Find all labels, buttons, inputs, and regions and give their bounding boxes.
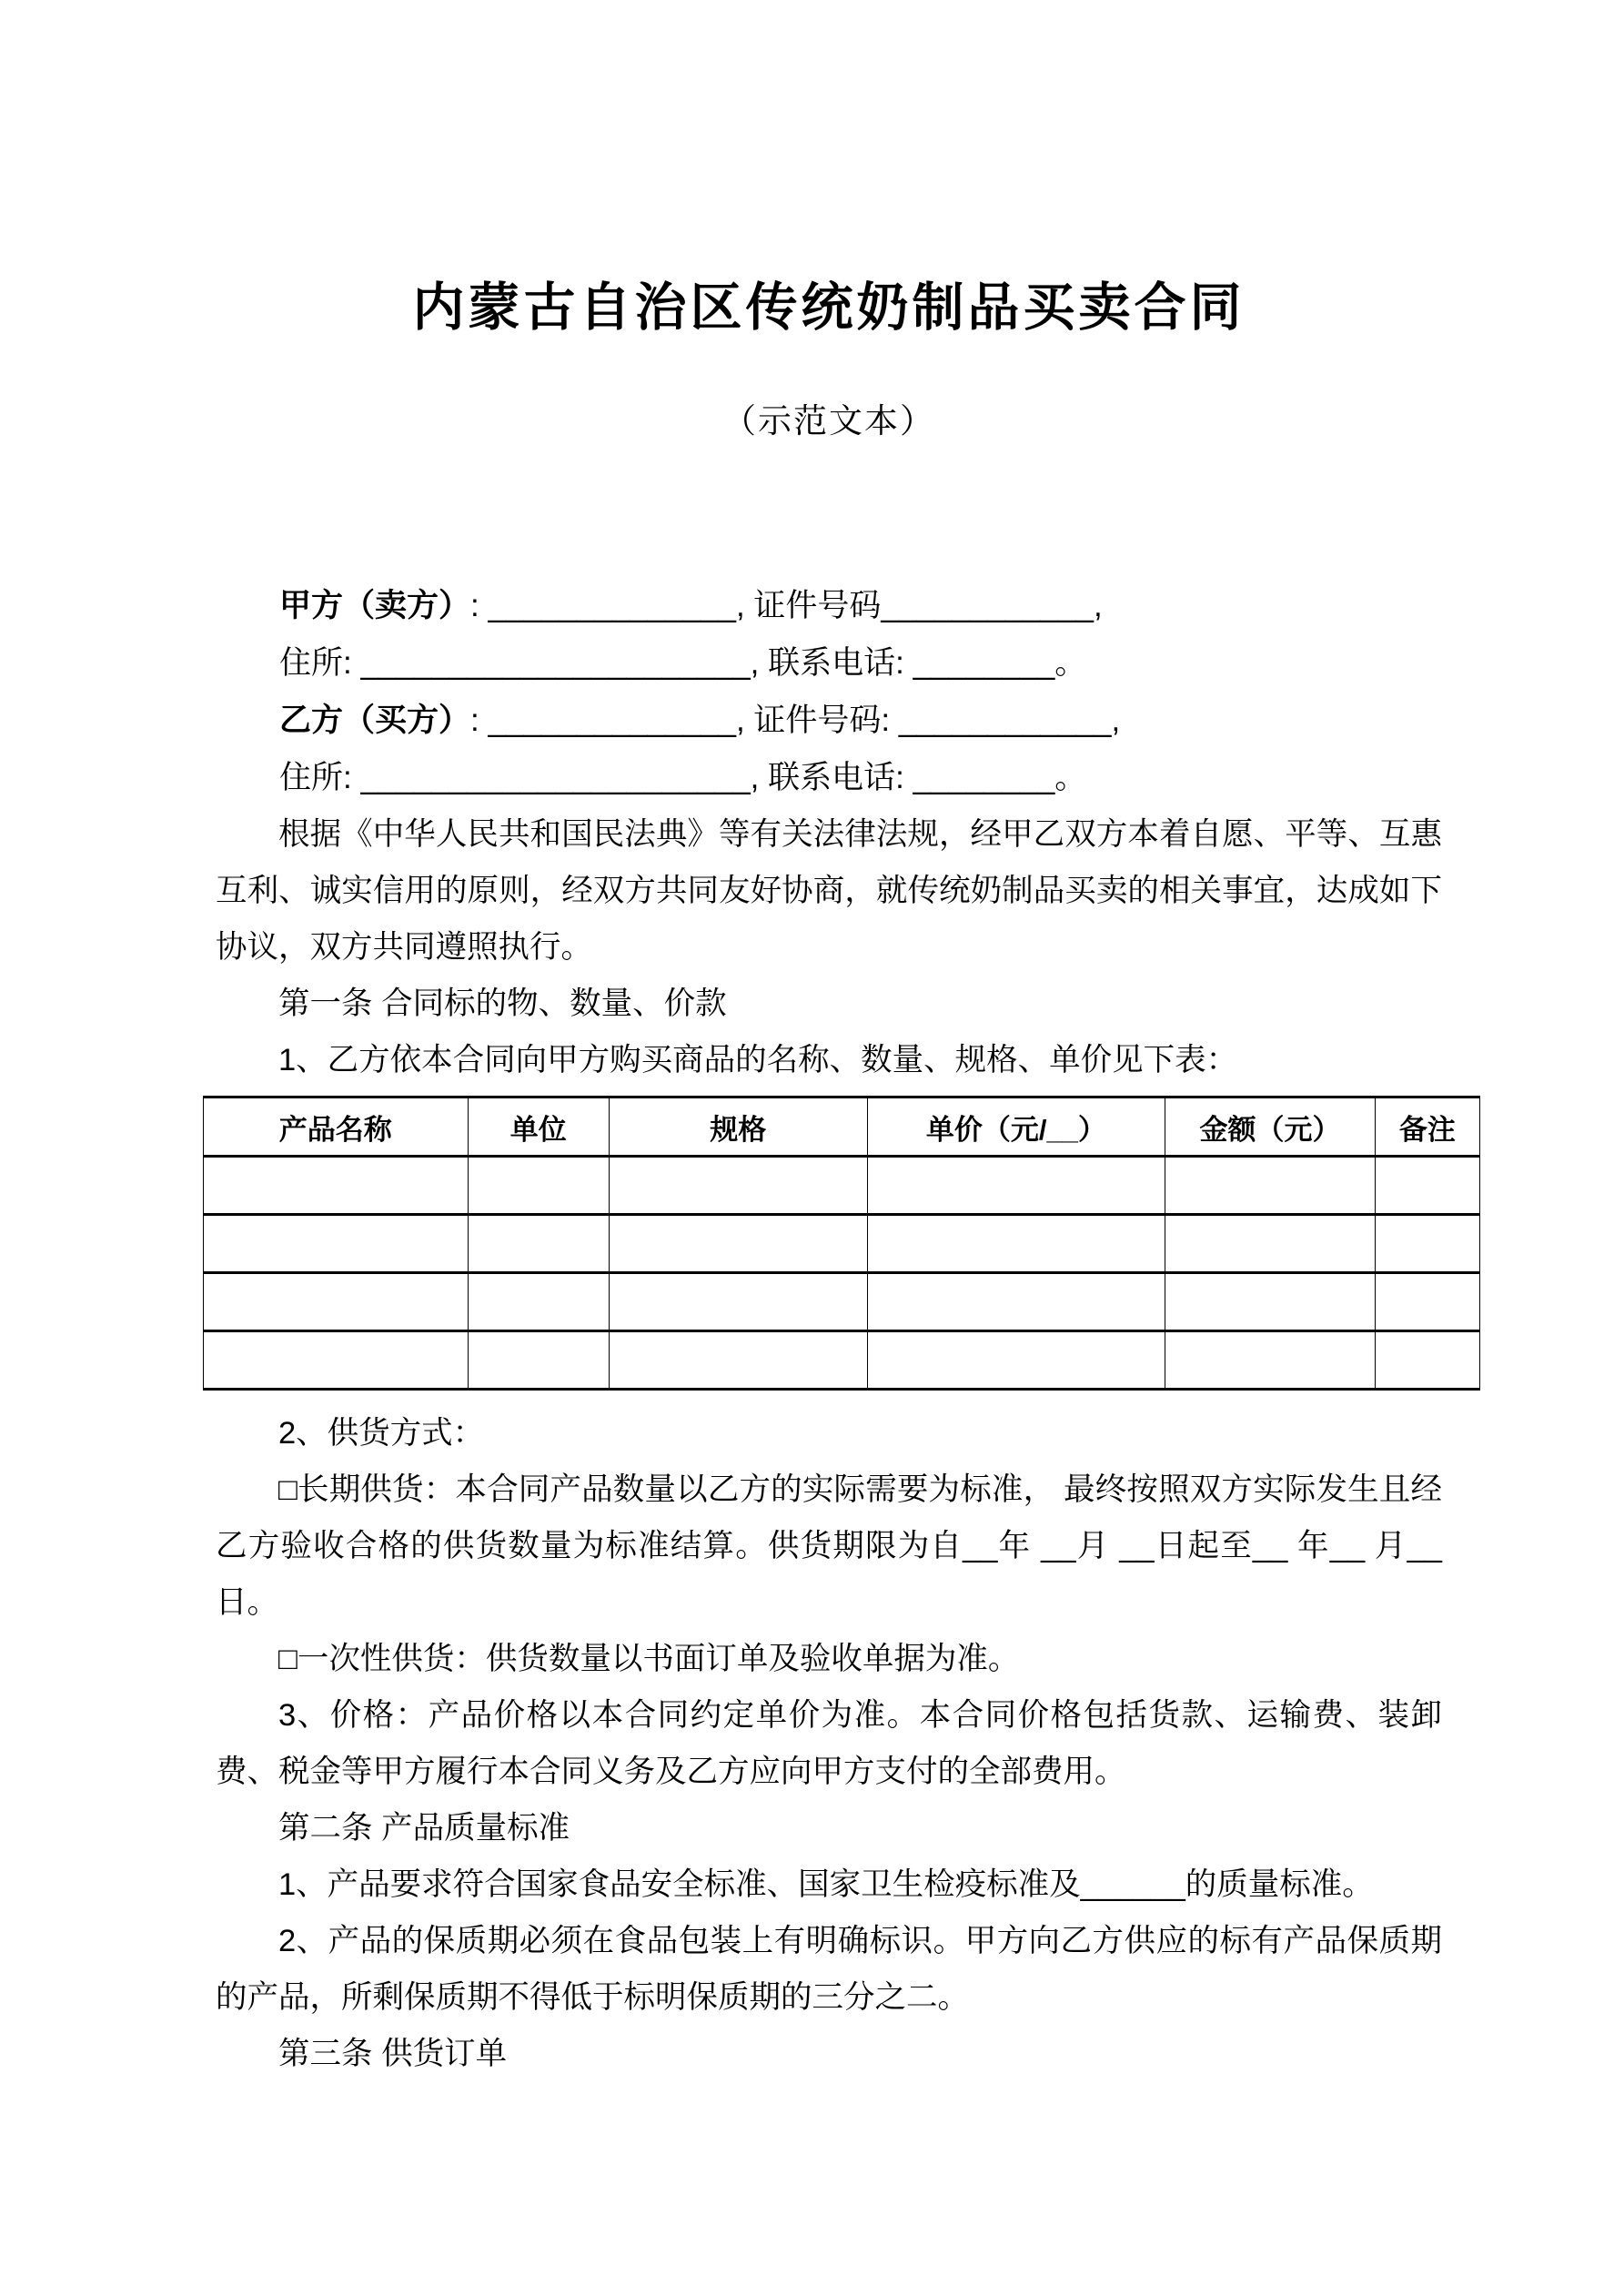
- clause-1-1-intro: 1、乙方依本合同向甲方购买商品的名称、数量、规格、单价见下表：: [278, 1043, 1238, 1077]
- products-table: [203, 1096, 1480, 1391]
- checkbox-empty-icon: □: [278, 1642, 298, 1676]
- long-term-supply-text: 长期供货：本合同产品数量以乙方的实际需要为标准， 最终按照双方实际发生且经乙方验收合格的供货数量为标准结算。供货期限为自__年 __月 __日起至__ 年__ 月__日。: [216, 1472, 1442, 1620]
- supply-mode-heading: 2、供货方式：: [278, 1416, 485, 1451]
- quality-clause-2: 2、产品的保质期必须在食品包装上有明确标识。甲方向乙方供应的标有产品保质期的产品，所剩保质期不得低于标明保质期的三分之二。: [216, 1924, 1442, 2015]
- table-cell-empty: [867, 1273, 1165, 1331]
- checkbox-empty-icon: □: [278, 1472, 298, 1507]
- table-cell-empty: [204, 1273, 469, 1331]
- table-empty-row: [204, 1157, 1480, 1215]
- table-cell-empty: [867, 1215, 1165, 1273]
- party-b-label: 乙方（买方）: [279, 703, 471, 738]
- table-cell-empty: [1375, 1331, 1479, 1390]
- contract-body: [216, 806, 1456, 2082]
- party-a-line: [216, 577, 1442, 634]
- table-cell-empty: [867, 1157, 1165, 1215]
- table-empty-row: [204, 1215, 1480, 1273]
- one-time-supply-option: [216, 1631, 1442, 1687]
- party-b-line: [216, 692, 1442, 749]
- one-time-supply-text: 一次性供货：供货数量以书面订单及验收单据为准。: [297, 1642, 1020, 1676]
- article-2-heading: 第二条 产品质量标准: [278, 1811, 570, 1846]
- table-header-spec: 规格: [609, 1097, 867, 1157]
- party-a-fill: : ______________, 证件号码____________,: [470, 588, 1103, 623]
- table-cell-empty: [609, 1273, 867, 1331]
- table-empty-row: [204, 1331, 1480, 1390]
- page-title: 内蒙古自治区传统奶制品买卖合同: [412, 278, 1246, 337]
- table-cell-empty: [609, 1331, 867, 1390]
- party-a-address-line: 住所: ______________________, 联系电话: ________。: [279, 645, 1087, 681]
- table-cell-empty: [1165, 1273, 1375, 1331]
- price-clause: 3、价格：产品价格以本合同约定单价为准。本合同价格包括货款、运输费、装卸费、税金等甲方履行本合同义务及乙方应向甲方支付的全部费用。: [216, 1698, 1442, 1789]
- party-b-address-line: 住所: ______________________, 联系电话: ________。: [279, 760, 1087, 795]
- long-term-supply-option: [216, 1462, 1442, 1631]
- table-cell-empty: [1375, 1215, 1479, 1273]
- party-a-label: 甲方（卖方）: [279, 588, 471, 623]
- page-subtitle: （示范文本）: [722, 402, 935, 440]
- quality-clause-1: 1、产品要求符合国家食品安全标准、国家卫生检疫标准及______的质量标准。: [278, 1867, 1374, 1902]
- table-cell-empty: [468, 1157, 609, 1215]
- article-3-heading: 第三条 供货订单: [278, 2037, 508, 2071]
- table-header-unit: 单位: [468, 1097, 609, 1157]
- party-b-fill: : ______________, 证件号码: ____________,: [470, 703, 1121, 738]
- table-cell-empty: [1375, 1157, 1479, 1215]
- table-cell-empty: [204, 1331, 469, 1390]
- table-header-amount: 金额（元）: [1165, 1097, 1375, 1157]
- table-empty-row: [204, 1273, 1480, 1331]
- table-header-product-name: 产品名称: [204, 1097, 469, 1157]
- table-cell-empty: [1165, 1215, 1375, 1273]
- table-cell-empty: [468, 1331, 609, 1390]
- table-cell-empty: [1165, 1157, 1375, 1215]
- table-cell-empty: [609, 1157, 867, 1215]
- table-cell-empty: [204, 1215, 469, 1273]
- article-1-heading: 第一条 合同标的物、数量、价款: [278, 986, 727, 1021]
- table-cell-empty: [1375, 1273, 1479, 1331]
- table-cell-empty: [468, 1215, 609, 1273]
- preamble-paragraph: 根据《中华人民共和国民法典》等有关法律法规，经甲乙双方本着自愿、平等、互惠互利、诚实信用的原则，经双方共同友好协商，就传统奶制品买卖的相关事宜，达成如下协议，双方共同遵照执行。: [216, 817, 1442, 965]
- table-cell-empty: [867, 1331, 1165, 1390]
- table-cell-empty: [1165, 1331, 1375, 1390]
- table-cell-empty: [609, 1215, 867, 1273]
- table-cell-empty: [204, 1157, 469, 1215]
- table-cell-empty: [468, 1273, 609, 1331]
- party-info-block: [216, 577, 1442, 806]
- table-header-remarks: 备注: [1375, 1097, 1479, 1157]
- table-header-unit-price: 单价（元/__）: [867, 1097, 1165, 1157]
- table-header-row: [204, 1097, 1480, 1157]
